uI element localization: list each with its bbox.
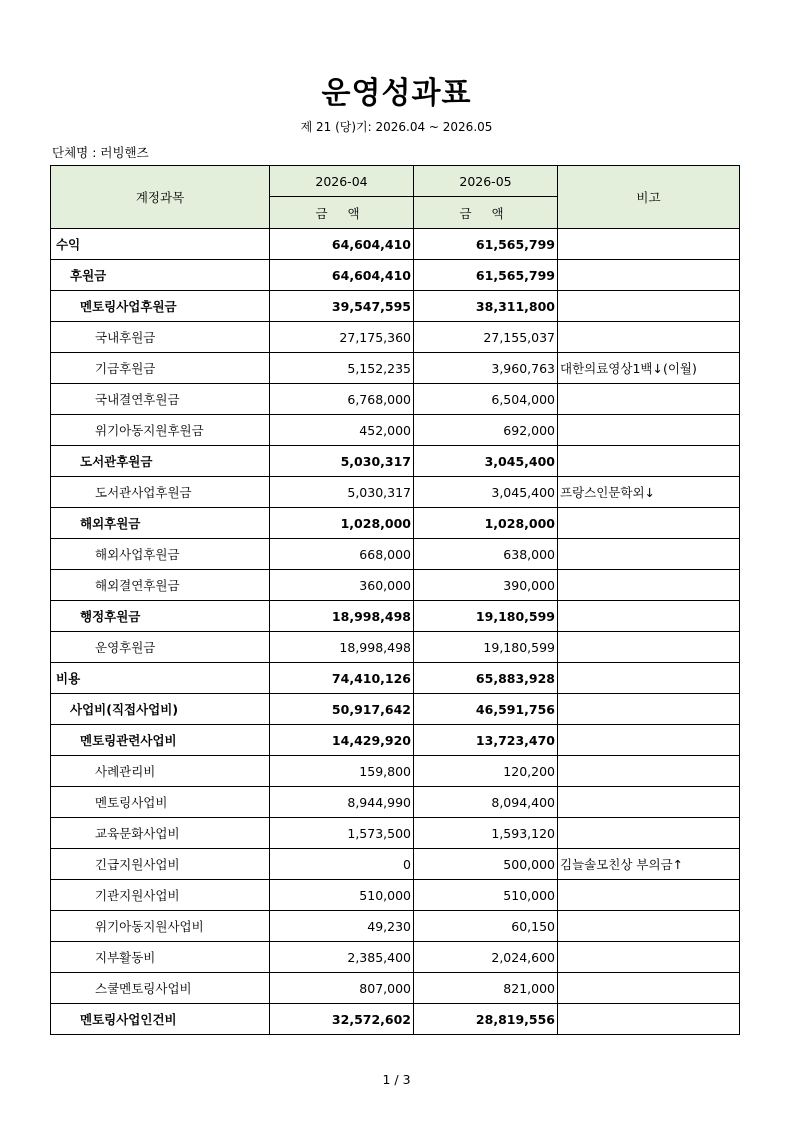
table-row	[51, 632, 740, 663]
amount-2026-04-cell: 5,030,317	[270, 446, 414, 477]
account-cell: 스쿨멘토링사업비	[51, 973, 270, 1004]
note-cell: 대한의료영상1백↓(이월)	[558, 353, 740, 384]
account-cell: 지부활동비	[51, 942, 270, 973]
note-cell	[558, 756, 740, 787]
amount-2026-05-cell: 638,000	[414, 539, 558, 570]
amount-2026-05-cell: 692,000	[414, 415, 558, 446]
account-cell: 해외결연후원금	[51, 570, 270, 601]
header-amount-1: 금 액	[270, 197, 414, 229]
amount-2026-04-cell: 5,030,317	[270, 477, 414, 508]
amount-2026-05-cell: 38,311,800	[414, 291, 558, 322]
amount-2026-05-cell: 61,565,799	[414, 260, 558, 291]
note-cell	[558, 601, 740, 632]
amount-2026-05-cell: 19,180,599	[414, 601, 558, 632]
amount-2026-05-cell: 500,000	[414, 849, 558, 880]
note-cell	[558, 880, 740, 911]
note-cell	[558, 446, 740, 477]
amount-2026-05-cell: 3,045,400	[414, 477, 558, 508]
table-row	[51, 384, 740, 415]
account-cell: 멘토링사업후원금	[51, 291, 270, 322]
amount-2026-05-cell: 3,045,400	[414, 446, 558, 477]
amount-2026-05-cell: 8,094,400	[414, 787, 558, 818]
table-row	[51, 880, 740, 911]
header-period-2: 2026-05	[414, 166, 558, 197]
table-row	[51, 601, 740, 632]
account-cell: 사례관리비	[51, 756, 270, 787]
account-cell: 사업비(직접사업비)	[51, 694, 270, 725]
amount-2026-04-cell: 32,572,602	[270, 1004, 414, 1035]
amount-2026-05-cell: 13,723,470	[414, 725, 558, 756]
amount-2026-04-cell: 39,547,595	[270, 291, 414, 322]
header-account: 계정과목	[51, 166, 270, 229]
amount-2026-05-cell: 120,200	[414, 756, 558, 787]
operating-results-table	[50, 165, 740, 1035]
note-cell	[558, 415, 740, 446]
note-cell	[558, 818, 740, 849]
account-cell: 멘토링관련사업비	[51, 725, 270, 756]
report-title: 운영성과표	[321, 76, 472, 111]
amount-2026-05-cell: 3,960,763	[414, 353, 558, 384]
table-row	[51, 694, 740, 725]
account-cell: 멘토링사업비	[51, 787, 270, 818]
table-row	[51, 291, 740, 322]
note-cell	[558, 725, 740, 756]
table-row	[51, 787, 740, 818]
account-cell: 위기아동지원사업비	[51, 911, 270, 942]
amount-2026-04-cell: 14,429,920	[270, 725, 414, 756]
note-cell	[558, 539, 740, 570]
amount-2026-04-cell: 49,230	[270, 911, 414, 942]
amount-2026-05-cell: 1,028,000	[414, 508, 558, 539]
note-cell	[558, 1004, 740, 1035]
amount-2026-05-cell: 60,150	[414, 911, 558, 942]
note-cell	[558, 229, 740, 260]
account-cell: 운영후원금	[51, 632, 270, 663]
account-cell: 멘토링사업인건비	[51, 1004, 270, 1035]
table-row	[51, 353, 740, 384]
table-row	[51, 322, 740, 353]
note-cell	[558, 911, 740, 942]
table-row	[51, 973, 740, 1004]
amount-2026-05-cell: 28,819,556	[414, 1004, 558, 1035]
amount-2026-05-cell: 27,155,037	[414, 322, 558, 353]
amount-2026-05-cell: 61,565,799	[414, 229, 558, 260]
table-row	[51, 818, 740, 849]
note-cell	[558, 787, 740, 818]
account-cell: 긴급지원사업비	[51, 849, 270, 880]
note-cell	[558, 508, 740, 539]
table-row	[51, 539, 740, 570]
amount-2026-04-cell: 5,152,235	[270, 353, 414, 384]
amount-2026-04-cell: 27,175,360	[270, 322, 414, 353]
amount-2026-04-cell: 18,998,498	[270, 632, 414, 663]
amount-2026-05-cell: 2,024,600	[414, 942, 558, 973]
table-row	[51, 849, 740, 880]
note-cell	[558, 291, 740, 322]
amount-2026-04-cell: 18,998,498	[270, 601, 414, 632]
amount-2026-04-cell: 8,944,990	[270, 787, 414, 818]
amount-2026-04-cell: 6,768,000	[270, 384, 414, 415]
account-cell: 기금후원금	[51, 353, 270, 384]
account-cell: 위기아동지원후원금	[51, 415, 270, 446]
amount-2026-05-cell: 821,000	[414, 973, 558, 1004]
note-cell	[558, 942, 740, 973]
amount-2026-04-cell: 668,000	[270, 539, 414, 570]
note-cell: 프랑스인문학외↓	[558, 477, 740, 508]
amount-2026-04-cell: 1,028,000	[270, 508, 414, 539]
note-cell	[558, 632, 740, 663]
amount-2026-05-cell: 6,504,000	[414, 384, 558, 415]
table-row	[51, 725, 740, 756]
table-row	[51, 911, 740, 942]
account-cell: 국내후원금	[51, 322, 270, 353]
table-row	[51, 229, 740, 260]
table-row	[51, 756, 740, 787]
organization-name: 단체명 : 러빙핸즈	[52, 145, 149, 160]
account-cell: 행정후원금	[51, 601, 270, 632]
note-cell	[558, 973, 740, 1004]
fiscal-period: 제 21 (당)기: 2026.04 ~ 2026.05	[300, 120, 493, 134]
amount-2026-05-cell: 65,883,928	[414, 663, 558, 694]
amount-2026-04-cell: 159,800	[270, 756, 414, 787]
table-row	[51, 446, 740, 477]
table-row	[51, 570, 740, 601]
page-number: 1 / 3	[382, 1072, 411, 1087]
account-cell: 해외사업후원금	[51, 539, 270, 570]
account-cell: 교육문화사업비	[51, 818, 270, 849]
account-cell: 기관지원사업비	[51, 880, 270, 911]
account-cell: 도서관사업후원금	[51, 477, 270, 508]
note-cell	[558, 322, 740, 353]
account-cell: 후원금	[51, 260, 270, 291]
amount-2026-05-cell: 510,000	[414, 880, 558, 911]
table-row	[51, 260, 740, 291]
header-period-1: 2026-04	[270, 166, 414, 197]
table-row	[51, 415, 740, 446]
note-cell	[558, 694, 740, 725]
table-row	[51, 477, 740, 508]
amount-2026-05-cell: 1,593,120	[414, 818, 558, 849]
header-amount-2: 금 액	[414, 197, 558, 229]
amount-2026-04-cell: 64,604,410	[270, 260, 414, 291]
amount-2026-04-cell: 807,000	[270, 973, 414, 1004]
table-body	[51, 229, 740, 1035]
amount-2026-05-cell: 46,591,756	[414, 694, 558, 725]
table-row	[51, 663, 740, 694]
note-cell	[558, 663, 740, 694]
amount-2026-04-cell: 1,573,500	[270, 818, 414, 849]
header-note: 비고	[558, 166, 740, 229]
account-cell: 해외후원금	[51, 508, 270, 539]
note-cell: 김늘솔모친상 부의금↑	[558, 849, 740, 880]
amount-2026-05-cell: 19,180,599	[414, 632, 558, 663]
amount-2026-04-cell: 360,000	[270, 570, 414, 601]
amount-2026-04-cell: 452,000	[270, 415, 414, 446]
amount-2026-05-cell: 390,000	[414, 570, 558, 601]
table-row	[51, 508, 740, 539]
amount-2026-04-cell: 510,000	[270, 880, 414, 911]
account-cell: 국내결연후원금	[51, 384, 270, 415]
note-cell	[558, 384, 740, 415]
amount-2026-04-cell: 0	[270, 849, 414, 880]
table-row	[51, 1004, 740, 1035]
table-row	[51, 942, 740, 973]
account-cell: 비용	[51, 663, 270, 694]
amount-2026-04-cell: 50,917,642	[270, 694, 414, 725]
amount-2026-04-cell: 2,385,400	[270, 942, 414, 973]
account-cell: 수익	[51, 229, 270, 260]
note-cell	[558, 570, 740, 601]
amount-2026-04-cell: 74,410,126	[270, 663, 414, 694]
note-cell	[558, 260, 740, 291]
amount-2026-04-cell: 64,604,410	[270, 229, 414, 260]
account-cell: 도서관후원금	[51, 446, 270, 477]
